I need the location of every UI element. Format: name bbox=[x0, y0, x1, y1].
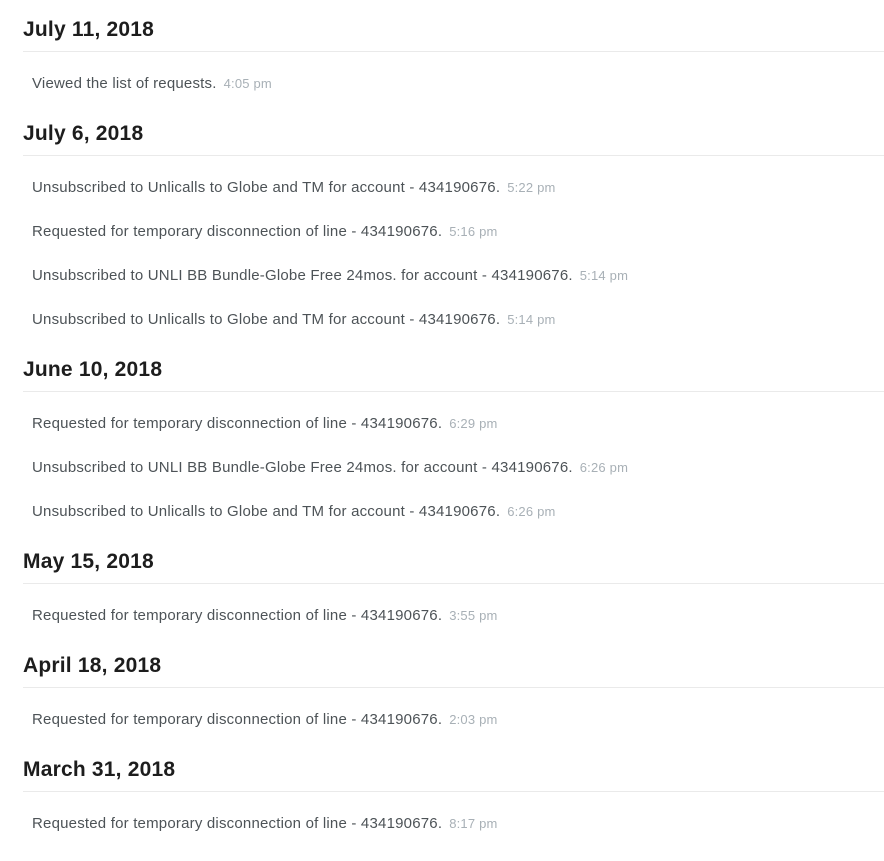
activity-entry-time: 6:26 pm bbox=[579, 459, 629, 475]
activity-entry-time: 8:17 pm bbox=[449, 815, 498, 831]
activity-entry bbox=[23, 297, 884, 341]
activity-entry-text: Unsubscribed to UNLI BB Bundle-Globe Free 24mos. for account - 434190676. bbox=[32, 266, 573, 284]
activity-entry bbox=[23, 165, 884, 209]
activity-entry bbox=[23, 61, 884, 105]
entry-list bbox=[23, 792, 884, 845]
date-heading: March 31, 2018 bbox=[23, 758, 176, 781]
activity-entry bbox=[23, 489, 884, 533]
date-heading: July 6, 2018 bbox=[23, 122, 144, 145]
activity-entry-text: Unsubscribed to Unlicalls to Globe and TM for account - 434190676. bbox=[32, 310, 501, 328]
activity-entry bbox=[23, 593, 884, 637]
activity-entry-text: Viewed the list of requests. bbox=[32, 74, 217, 92]
activity-entry-time: 6:26 pm bbox=[507, 503, 556, 519]
activity-entry bbox=[23, 445, 884, 489]
activity-entry bbox=[23, 253, 884, 297]
activity-entry bbox=[23, 209, 884, 253]
activity-entry-time: 5:22 pm bbox=[507, 179, 556, 195]
activity-entry-time: 3:55 pm bbox=[449, 607, 498, 623]
entry-list bbox=[23, 584, 884, 637]
activity-entry bbox=[23, 401, 884, 445]
date-heading: May 15, 2018 bbox=[23, 550, 154, 573]
activity-entry-text: Requested for temporary disconnection of line - 434190676. bbox=[32, 414, 443, 432]
date-section bbox=[23, 741, 884, 845]
date-heading: April 18, 2018 bbox=[23, 654, 162, 677]
date-section bbox=[23, 19, 884, 105]
activity-entry bbox=[23, 697, 884, 741]
date-heading: June 10, 2018 bbox=[23, 358, 163, 381]
activity-entry-text: Unsubscribed to Unlicalls to Globe and TM for account - 434190676. bbox=[32, 178, 501, 196]
date-section bbox=[23, 637, 884, 741]
entry-list bbox=[23, 688, 884, 741]
entry-list bbox=[23, 156, 884, 341]
activity-entry-time: 4:05 pm bbox=[223, 75, 272, 91]
date-section bbox=[23, 341, 884, 533]
entry-list bbox=[23, 392, 884, 533]
date-section bbox=[23, 105, 884, 341]
activity-entry bbox=[23, 801, 884, 845]
activity-entry-time: 5:14 pm bbox=[579, 267, 629, 283]
activity-entry-time: 5:16 pm bbox=[449, 223, 498, 239]
activity-entry-time: 5:14 pm bbox=[507, 311, 556, 327]
entry-list bbox=[23, 52, 884, 105]
activity-entry-text: Requested for temporary disconnection of line - 434190676. bbox=[32, 710, 443, 728]
activity-entry-text: Requested for temporary disconnection of line - 434190676. bbox=[32, 606, 443, 624]
activity-entry-text: Requested for temporary disconnection of line - 434190676. bbox=[32, 814, 443, 832]
date-heading: July 11, 2018 bbox=[23, 18, 155, 41]
date-section bbox=[23, 533, 884, 637]
activity-entry-time: 6:29 pm bbox=[449, 415, 498, 431]
activity-entry-text: Unsubscribed to Unlicalls to Globe and TM for account - 434190676. bbox=[32, 502, 501, 520]
activity-entry-text: Requested for temporary disconnection of line - 434190676. bbox=[32, 222, 443, 240]
activity-entry-time: 2:03 pm bbox=[449, 711, 498, 727]
activity-entry-text: Unsubscribed to UNLI BB Bundle-Globe Free 24mos. for account - 434190676. bbox=[32, 458, 573, 476]
